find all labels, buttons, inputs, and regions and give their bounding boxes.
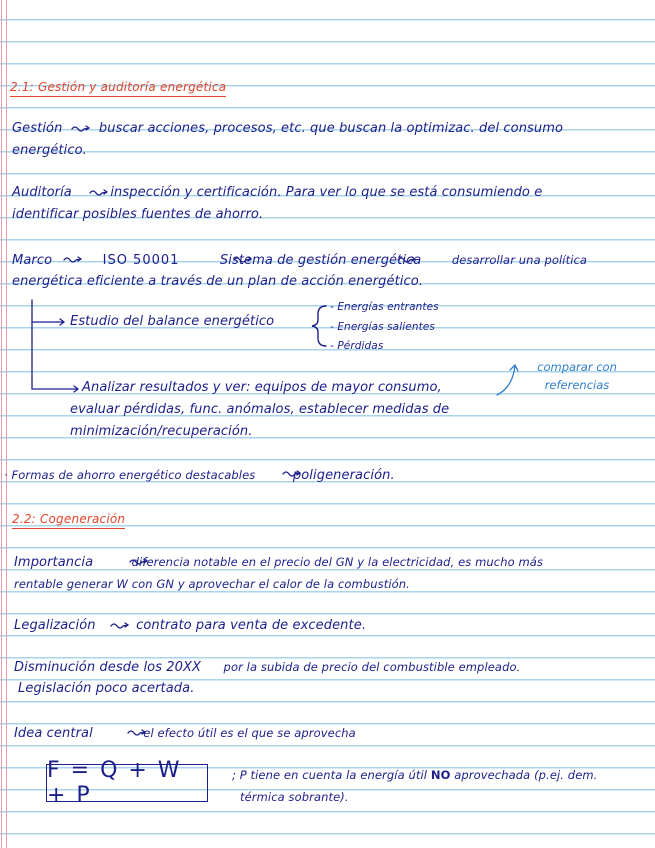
idea-line: Idea central el efecto útil es el que se aprovecha	[14, 726, 356, 741]
marco-line-1: Marco ISO 50001 Sistema de gestión energética desarrollar una política	[12, 253, 588, 268]
analizar-line-1: Analizar resultados y ver: equipos de mayor consumo,	[82, 380, 442, 395]
analizar-line-2: evaluar pérdidas, func. anómalos, establecer medidas de	[70, 402, 450, 417]
curved-arrow-icon	[497, 365, 518, 395]
section-heading-gestion: 2.1: Gestión y auditoría energética	[10, 80, 226, 94]
disminucion-line-2: Legislación poco acertada.	[18, 681, 195, 696]
auditoria-line-1: Auditoría inspección y certificación. Para ver lo que se está consumiendo e	[12, 185, 543, 200]
estudio-item-entrantes: - Energías entrantes	[330, 301, 439, 313]
importancia-line-2: rentable generar W con GN y aprovechar el calor de la combustión.	[14, 577, 410, 591]
auditoria-line-2: identificar posibles fuentes de ahorro.	[12, 207, 264, 222]
estudio-label: Estudio del balance energético	[70, 314, 275, 329]
legalizacion-line: Legalización contrato para venta de excedente.	[14, 618, 367, 633]
analizar-line-3: minimización/recuperación.	[70, 424, 253, 439]
formula-note-line-1: ; P tiene en cuenta la energía útil NO aprovechada (p.ej. dem.	[232, 768, 598, 782]
formula-box: F = Q + W + P	[46, 764, 208, 802]
estudio-item-salientes: - Energías salientes	[330, 321, 435, 333]
marco-line-2: energética eficiente a través de un plan de acción energético.	[12, 274, 424, 289]
formula-note-line-2: térmica sobrante).	[240, 790, 349, 804]
disminucion-line-1: Disminución desde los 20XX por la subida de precio del combustible empleado.	[14, 660, 521, 675]
formas-line: · Formas de ahorro energético destacables poligeneración.	[4, 468, 395, 483]
gestion-line-1: Gestión buscar acciones, procesos, etc. que buscan la optimizac. del consumo	[12, 121, 564, 136]
tree-branch-arrow-icon	[32, 386, 78, 392]
estudio-item-perdidas: - Pérdidas	[330, 340, 384, 352]
margin-line	[6, 0, 7, 848]
importancia-line-1: Importancia diferencia notable en el precio del GN y la electricidad, es mucho más	[14, 555, 544, 570]
curly-brace-icon	[312, 306, 326, 346]
gestion-line-2: energético.	[12, 143, 87, 158]
comparar-note: comparar con referencias	[537, 360, 617, 392]
section-heading-cogeneracion: 2.2: Cogeneración	[12, 512, 125, 526]
tree-branch-arrow-icon	[32, 319, 64, 325]
